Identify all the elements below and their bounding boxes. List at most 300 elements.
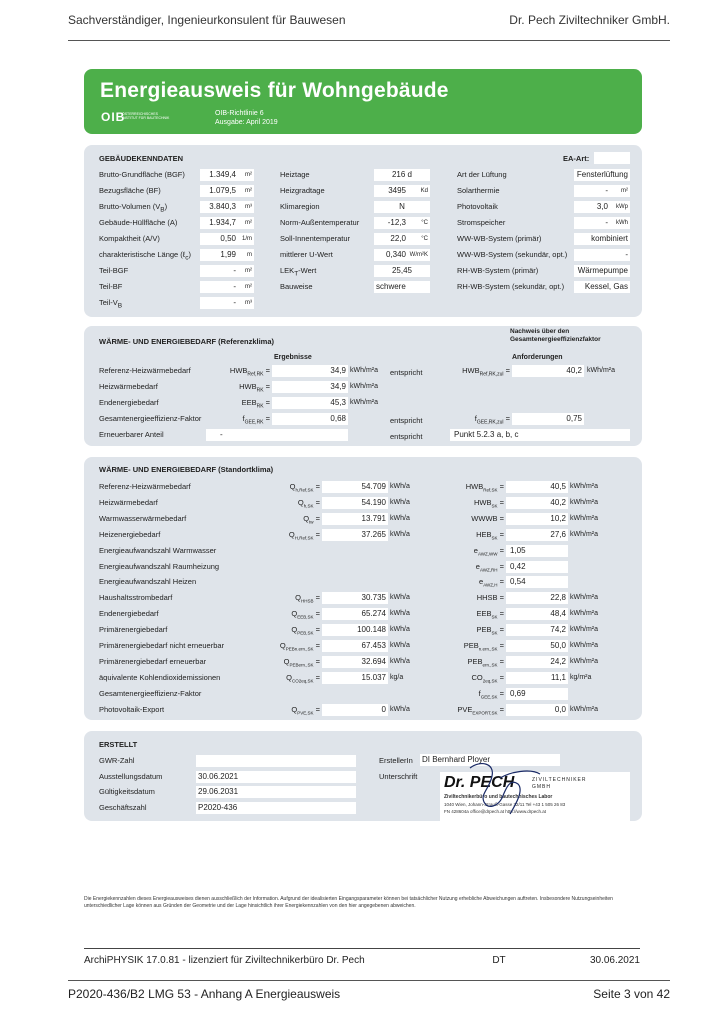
g3-value-6-number: Wärmepumpe: [577, 266, 628, 275]
footer-date: 30.06.2021: [589, 955, 640, 966]
g1-label-2: [99, 202, 167, 216]
stamp-name: Dr. PECH: [444, 774, 515, 791]
st-s-sym-5-sub: AWZ,RH: [479, 567, 498, 572]
er-value-2: [196, 786, 356, 798]
st-s-sym-14-sub: EXPORT,SK: [472, 710, 498, 716]
g1-label-4-text: Kompaktheit (A/V): [99, 234, 160, 243]
g2-label-3: [280, 218, 359, 228]
st-s-unit-1: kWh/m²a: [570, 498, 598, 506]
st-q-value-10: [322, 640, 388, 652]
st-q-value-3-number: 37.265: [361, 529, 386, 539]
g2-value-1-unit: Kd: [420, 188, 428, 194]
st-s-sym-8-sub: SK: [491, 614, 498, 620]
st-s-value-4-number: 1,05: [510, 545, 526, 555]
st-s-sym-0-sub: Ref,SK: [483, 487, 498, 493]
g3-value-5-number: -: [625, 250, 628, 259]
ref-status-3: entspricht: [390, 416, 423, 425]
st-q-sym-11-text: Q: [283, 656, 290, 666]
st-s-sym-2: [424, 514, 504, 524]
g1-label-6: [99, 266, 128, 276]
unterschrift-label: Unterschrift: [379, 772, 418, 781]
document-reference: P2020-436/B2 LMG 53 - Anhang A Energieausweis: [68, 987, 341, 1001]
st-q-sym-2-sub: tw: [309, 519, 314, 525]
ref-sym-1-eq: =: [263, 382, 270, 391]
st-s-value-0-number: 40,5: [550, 482, 566, 491]
g2-label-7-text: Bauweise: [280, 282, 313, 291]
er-label-1: Ausstellungsdatum: [99, 771, 163, 781]
st-q-unit-11: kWh/a: [390, 657, 410, 665]
st-s-sym-5: [424, 562, 504, 576]
footer-dt: DT: [492, 955, 506, 966]
st-q-value-14: [322, 704, 388, 716]
stamp-line2: 1040 Wien, Johann-Strauß-Gasse 32/11 Tel +43 1 505 26 83: [444, 802, 566, 807]
er-label-3: Geschäftszahl: [99, 802, 147, 812]
g1-value-2-number: 3.840,3: [209, 202, 236, 211]
ref-label-0: Referenz-Heizwärmebedarf: [99, 366, 191, 375]
st-label-5: Energieaufwandszahl Raumheizung: [99, 561, 220, 571]
g1-label-1-text: Bezugsfläche (BF): [99, 186, 161, 195]
st-q-unit-2: kWh/a: [390, 514, 410, 522]
st-s-sym-6-text: e: [479, 577, 484, 587]
st-s-sym-3-eq: =: [497, 529, 504, 539]
st-s-value-9: [506, 624, 568, 636]
st-q-sym-8-sub: EEB,SK: [297, 614, 314, 620]
st-q-unit-14: kWh/a: [390, 705, 410, 713]
g2-label-4: [280, 234, 350, 244]
st-q-sym-9-sub: PEB,SK: [297, 630, 314, 636]
st-q-sym-7-text: Q: [295, 593, 302, 603]
st-q-sym-12-text: Q: [286, 672, 293, 682]
st-q-sym-0-sub: h,Ref,SK: [295, 487, 314, 493]
er-value-0: [196, 755, 356, 767]
st-q-sym-1-text: Q: [297, 497, 304, 507]
st-s-unit-8: kWh/m²a: [570, 610, 598, 618]
st-q-sym-8: [272, 609, 320, 623]
st-label-9: Primärenergiebedarf: [99, 625, 168, 635]
st-q-unit-3: kWh/a: [390, 530, 410, 538]
st-q-value-7-number: 30.735: [361, 593, 386, 603]
st-s-sym-1: [424, 498, 504, 512]
st-s-sym-1-sub: SK: [491, 503, 498, 509]
ref-req-sym-0-sub: Ref,RK,zul: [479, 371, 504, 378]
st-q-value-0: [322, 481, 388, 493]
ref-value-4: [206, 429, 348, 441]
ref-req-unit-0: kWh/m²a: [587, 367, 615, 374]
st-s-sym-11-text: PEB: [467, 656, 483, 666]
st-s-value-1-number: 40,2: [550, 497, 566, 507]
st-s-value-5: [506, 561, 568, 573]
st-s-sym-0-text: HWB: [465, 482, 484, 491]
st-q-sym-9-eq: =: [313, 625, 320, 635]
g2-label-6: [280, 266, 316, 280]
g1-label-1: [99, 186, 161, 196]
g2-label-7: [280, 282, 313, 292]
ref-sym-3-eq: =: [263, 414, 270, 423]
g1-label-4: [99, 234, 160, 244]
er-value-1: [196, 771, 356, 783]
st-s-value-12: [506, 672, 568, 684]
st-s-value-2-number: 10,2: [550, 513, 566, 523]
g1-value-4: [200, 233, 254, 245]
signature-icon: [440, 758, 553, 820]
ref-req-sym-0: [444, 366, 510, 380]
er-label-2: Gültigkeitsdatum: [99, 787, 155, 796]
ref-value-1-number: 34,9: [330, 382, 346, 391]
ref-value-3: [272, 413, 348, 425]
g3-value-5: [574, 249, 630, 261]
st-s-sym-3: [424, 530, 504, 544]
referenz-section-title: WÄRME- UND ENERGIEBEDARF (Referenzklima): [99, 337, 275, 346]
g2-value-1-number: 3495: [388, 186, 406, 195]
ref-value-2: [272, 397, 348, 409]
st-q-value-11: [322, 656, 388, 668]
st-q-sym-11: [272, 657, 320, 671]
g1-label-8-sub: B: [117, 302, 123, 310]
g1-value-5: [200, 249, 254, 261]
st-s-sym-3-text: HEB: [476, 529, 492, 539]
ref-label-2: Endenergiebedarf: [99, 398, 159, 407]
st-s-sym-7-eq: =: [497, 593, 504, 603]
st-s-sym-7: [424, 593, 504, 603]
st-q-sym-9: [272, 625, 320, 639]
g2-value-7: [374, 281, 430, 293]
st-q-sym-10-eq: =: [313, 641, 320, 650]
ref-req-sym-3-sub: GEE,RK,zul: [476, 419, 504, 426]
st-s-value-11: [506, 656, 568, 668]
ref-status-4: entspricht: [390, 432, 423, 441]
st-q-sym-14: [272, 705, 320, 719]
st-q-sym-1-eq: =: [313, 497, 320, 507]
st-s-value-11-number: 24,2: [550, 656, 566, 666]
g3-value-7-number: Kessel, Gas: [584, 282, 628, 291]
ausgabe-line: Ausgabe: April 2019: [215, 119, 278, 126]
st-q-sym-7: [272, 593, 320, 607]
g1-label-7-text: Teil-BF: [99, 282, 123, 291]
st-s-unit-3: kWh/m²a: [570, 530, 598, 538]
st-s-value-2: [506, 513, 568, 525]
g1-value-0-number: 1.349,4: [209, 170, 236, 179]
header-left: Sachverständiger, Ingenieurkonsulent für Bauwesen: [68, 13, 346, 27]
page-number: Seite 3 von 42: [593, 987, 670, 1001]
st-label-13: Gesamtenergieeffizienz-Faktor: [99, 688, 202, 698]
ref-sym-1: [222, 382, 270, 396]
st-q-sym-10-text: Q: [279, 641, 286, 650]
st-label-2: Warmwasserwärmebedarf: [99, 513, 187, 523]
st-s-unit-7: kWh/m²a: [570, 594, 598, 602]
g1-value-4-number: 0,50: [220, 234, 236, 243]
st-s-value-13-number: 0,69: [510, 688, 526, 698]
st-s-value-13: [506, 688, 568, 700]
st-s-value-8: [506, 608, 568, 620]
ref-sym-0: [222, 366, 270, 380]
g1-value-5-number: 1,99: [220, 250, 236, 259]
header-divider: [68, 40, 670, 41]
er-value-1-text: 30.06.2021: [198, 771, 239, 781]
ref-sym-1-sub: RK: [256, 387, 264, 394]
st-q-sym-10: [272, 641, 320, 655]
er-value-3: [196, 802, 356, 814]
ref-label-3: Gesamtenergieeffizienz-Faktor: [99, 414, 202, 423]
g2-value-4-number: 22,0: [390, 234, 406, 243]
ref-req-sym-3-text: f: [474, 414, 477, 423]
ref-status-0: entspricht: [390, 368, 423, 377]
st-q-sym-10-sub: PEBn.ern.,SK: [285, 646, 314, 652]
ref-req-value-4: [450, 429, 630, 441]
st-label-0: Referenz-Heizwärmebedarf: [99, 482, 191, 491]
g1-value-6-unit: m²: [245, 268, 252, 274]
ref-req-sym-0-eq: =: [503, 366, 510, 375]
g2-value-0-number: 216 d: [391, 170, 413, 179]
g3-label-3: Stromspeicher: [457, 218, 506, 227]
g3-label-4: WW-WB-System (primär): [457, 234, 542, 243]
g2-value-5: [374, 249, 430, 261]
g1-value-0: [200, 169, 254, 181]
st-s-sym-14-text: PVE: [457, 704, 473, 714]
g3-value-2-number: 3,0: [596, 202, 608, 211]
ref-sym-2-sub: RK: [256, 403, 264, 410]
ref-value-1: [272, 381, 348, 393]
g3-value-3-unit: kWh: [616, 220, 628, 226]
g1-value-1-number: 1.079,5: [209, 186, 236, 195]
st-s-sym-1-text: HWB: [474, 497, 492, 507]
st-s-unit-0: kWh/m²a: [570, 483, 598, 490]
g2-label-3-text: Norm-Außentemperatur: [280, 218, 360, 227]
st-s-sym-2-text: WWWB: [471, 513, 498, 523]
st-label-11: Primärenergiebedarf erneuerbar: [99, 656, 207, 666]
st-s-value-7: [506, 592, 568, 604]
g2-value-5-unit: W/m²K: [409, 252, 428, 258]
ref-req-sym-3-eq: =: [503, 414, 510, 423]
st-s-sym-13-text: f: [478, 688, 481, 698]
st-s-sym-3-sub: SK: [491, 535, 498, 541]
g1-label-6-text: Teil-BGF: [99, 266, 129, 275]
stamp-ziviltechniker: ZIVILTECHNIKER: [532, 777, 587, 783]
g2-value-2: [374, 201, 430, 213]
st-q-value-2-number: 13.791: [361, 513, 386, 523]
st-s-unit-14: kWh/m²a: [570, 705, 598, 713]
ref-value-0: [272, 365, 348, 377]
st-q-sym-8-text: Q: [291, 609, 298, 619]
g2-label-6-sub: T: [294, 270, 299, 278]
ref-sym-1-text: HWB: [239, 382, 257, 391]
g1-value-8-number: -: [233, 298, 236, 307]
st-q-value-12-number: 15.037: [361, 672, 386, 682]
st-s-sym-11-sub: ern.,SK: [482, 662, 498, 668]
st-label-3: Heizenergiebedarf: [99, 529, 161, 539]
st-s-sym-10: [424, 641, 504, 655]
g2-value-6-number: 25,45: [391, 266, 413, 275]
st-q-unit-9: kWh/a: [390, 626, 410, 634]
g3-value-0-number: Fensterlüftung: [576, 170, 628, 179]
st-label-6: Energieaufwandszahl Heizen: [99, 577, 197, 587]
st-s-sym-4: [424, 546, 504, 560]
st-label-12: äquivalente Kohlendioxidemissionen: [99, 672, 221, 682]
st-q-unit-8: kWh/a: [390, 610, 410, 618]
ref-value-3-number: 0,68: [330, 414, 346, 423]
st-q-sym-2-text: Q: [303, 513, 310, 523]
g3-value-1-number: -: [605, 186, 608, 195]
st-q-value-7: [322, 592, 388, 604]
st-s-value-5-number: 0,42: [510, 561, 526, 571]
st-q-sym-14-sub: PVE,SK: [297, 710, 314, 716]
st-s-unit-12: kg/m²a: [570, 673, 592, 681]
st-s-value-6: [506, 576, 568, 588]
g2-value-4-unit: °C: [421, 236, 428, 242]
g1-label-2-end: ): [164, 202, 168, 211]
st-q-value-11-number: 32.694: [361, 656, 386, 666]
st-q-sym-2-eq: =: [313, 513, 320, 523]
st-s-sym-10-text: PEB: [463, 641, 479, 650]
standort-section-title: WÄRME- UND ENERGIEBEDARF (Standortklima): [99, 465, 274, 474]
g1-label-0: [99, 170, 185, 180]
g1-value-8: [200, 297, 254, 309]
page-footer: [68, 987, 670, 1001]
richtlinie-info: [215, 109, 278, 127]
g1-value-2: [200, 201, 254, 213]
st-q-value-0-number: 54.709: [361, 482, 386, 491]
g1-value-7: [200, 281, 254, 293]
st-label-1: Heizwärmebedarf: [99, 497, 158, 507]
footer-divider-2: [68, 980, 670, 981]
st-s-value-0: [506, 481, 568, 493]
st-q-value-1-number: 54.190: [361, 497, 386, 507]
ref-req-sym-3: [444, 414, 510, 428]
st-q-sym-0: [272, 482, 320, 496]
st-s-sym-11-eq: =: [497, 656, 504, 666]
g2-label-2: [280, 202, 320, 212]
st-q-value-8: [322, 608, 388, 620]
st-s-value-1: [506, 497, 568, 509]
g2-value-0: [374, 169, 430, 181]
ref-sym-2-text: EEB: [241, 398, 257, 407]
st-s-sym-4-eq: =: [497, 545, 504, 555]
g3-value-3: [574, 217, 630, 229]
st-s-sym-14: [424, 705, 504, 719]
st-q-unit-7: kWh/a: [390, 594, 410, 602]
er-value-2-text: 29.06.2031: [198, 787, 239, 796]
g3-label-6: RH-WB-System (primär): [457, 266, 539, 275]
st-q-sym-7-sub: HHSB: [301, 598, 314, 604]
st-s-value-9-number: 74,2: [550, 625, 566, 635]
g2-value-1: [374, 185, 430, 197]
ref-label-4: Erneuerbarer Anteil: [99, 430, 164, 439]
st-q-unit-1: kWh/a: [390, 498, 410, 506]
oib-logo-icon: OIB: [101, 110, 126, 124]
st-s-sym-10-sub: n.ern.,SK: [478, 646, 498, 652]
ref-req-value-4-number: Punkt 5.2.3 a, b, c: [454, 430, 519, 439]
er-label-0: GWR-Zahl: [99, 756, 135, 765]
st-s-value-10-number: 50,0: [550, 641, 566, 650]
st-s-sym-9-sub: SK: [491, 630, 498, 636]
st-q-sym-3-sub: H,Ref,SK: [294, 535, 314, 541]
st-s-value-3: [506, 529, 568, 541]
g1-label-3-text: Gebäude-Hüllfläche (A): [99, 218, 178, 227]
st-s-sym-2-eq: =: [497, 513, 504, 523]
page-header: [68, 13, 670, 27]
g1-label-0-text: Brutto-Grundfläche (BGF): [99, 170, 185, 179]
g2-label-0: [280, 170, 310, 180]
gebaeude-section-title: GEBÄUDEKENNDATEN: [99, 154, 184, 163]
st-q-sym-1-sub: h,SK: [303, 503, 314, 509]
g2-value-2-number: N: [399, 202, 405, 211]
g3-value-1-unit: m²: [621, 188, 628, 194]
ref-sym-0-sub: Ref,RK: [247, 371, 264, 378]
st-label-10: Primärenergiebedarf nicht erneuerbar: [99, 641, 225, 650]
g1-label-7: [99, 282, 122, 292]
g2-label-6-end: -Wert: [298, 266, 317, 275]
st-s-unit-2: kWh/m²a: [570, 514, 598, 522]
st-s-unit-9: kWh/m²a: [570, 626, 598, 634]
g1-value-0-unit: m²: [245, 172, 252, 178]
ref-unit-0: kWh/m²a: [350, 367, 378, 374]
g3-value-4: [574, 233, 630, 245]
g3-value-1: [574, 185, 630, 197]
g1-value-5-unit: m: [247, 252, 252, 258]
erstellt-section-title: ERSTELLT: [99, 740, 138, 749]
g2-label-2-text: Klimaregion: [280, 202, 320, 211]
g1-label-2-sub: B: [160, 206, 165, 214]
g3-value-3-number: -: [605, 218, 608, 227]
st-label-14: Photovoltaik-Export: [99, 704, 165, 714]
ref-req-value-0: [512, 365, 584, 377]
standortklima-panel: [84, 457, 642, 720]
g3-label-5: WW-WB-System (sekundär, opt.): [457, 250, 568, 259]
ersteller-value: DI Bernhard Ployer: [420, 754, 560, 766]
g1-value-3: [200, 217, 254, 229]
st-q-sym-12-sub: CO2eq,SK: [292, 678, 314, 684]
st-q-unit-12: kg/a: [390, 673, 404, 681]
anforderungen-heading: Anforderungen: [512, 354, 563, 361]
st-s-unit-11: kWh/m²a: [570, 657, 598, 665]
st-q-value-9: [322, 624, 388, 636]
g1-value-7-unit: m²: [245, 284, 252, 290]
st-s-sym-13-sub: GEE,SK: [480, 694, 498, 700]
g2-value-3-unit: °C: [421, 220, 428, 226]
g1-label-5-end: ): [188, 250, 191, 259]
st-s-sym-5-eq: =: [497, 561, 504, 571]
g2-value-3: [374, 217, 430, 229]
st-s-sym-1-eq: =: [497, 497, 504, 507]
document-title: Energieausweis für Wohngebäude: [100, 79, 449, 102]
st-s-sym-8-text: EEB: [476, 609, 492, 619]
ref-value-0-number: 34,9: [330, 366, 346, 375]
st-s-sym-13-eq: =: [497, 688, 504, 698]
richtlinie-line: OIB-Richtlinie 6: [215, 110, 264, 117]
st-s-sym-9: [424, 625, 504, 639]
g1-label-5-text: charakteristische Länge (ℓ: [99, 250, 186, 259]
st-s-sym-5-text: e: [475, 561, 480, 571]
g2-label-1-text: Heizgradtage: [280, 186, 325, 195]
g1-value-4-unit: 1/m: [241, 236, 252, 242]
footer-divider-1: [84, 948, 640, 949]
g2-value-6: [374, 265, 430, 277]
ea-art-value: [594, 152, 630, 164]
st-s-sym-6-eq: =: [497, 577, 504, 587]
st-q-sym-11-eq: =: [313, 656, 320, 666]
stamp-gmbh: GMBH: [532, 784, 551, 790]
g1-label-8: [99, 298, 122, 312]
st-q-value-2: [322, 513, 388, 525]
st-q-sym-3-eq: =: [313, 529, 320, 539]
st-q-value-9-number: 100.148: [357, 625, 386, 635]
st-s-sym-8: [424, 609, 504, 623]
stamp-line1: Ziviltechnikerbüro und bautechnisches Labor: [444, 794, 553, 800]
ref-req-value-0-number: 40,2: [566, 366, 582, 375]
er-value-3-text: P2020-436: [198, 802, 238, 812]
g2-value-7-number: schwere: [376, 282, 406, 291]
g2-value-5-number: 0,340: [385, 250, 406, 259]
ref-value-2-number: 45,3: [330, 398, 346, 407]
